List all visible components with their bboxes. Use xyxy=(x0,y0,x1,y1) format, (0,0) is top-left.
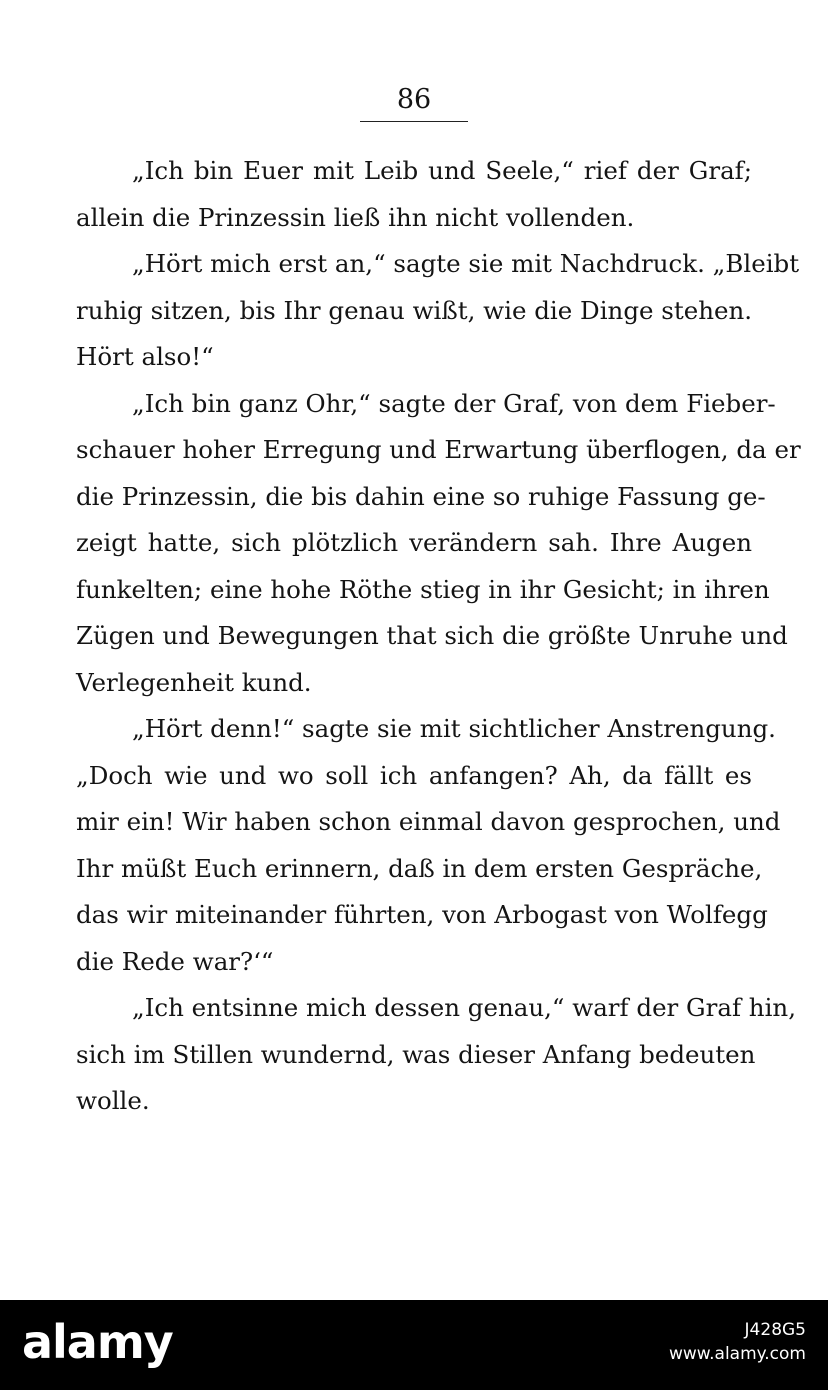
text-line: Zügen und Bewegungen that sich die größte Unruhe und xyxy=(76,621,788,650)
text-line: die Prinzessin, die bis dahin eine so ruhige Fassung ge- xyxy=(76,481,766,511)
text-line: „Hört denn!“ sagte sie mit sichtlicher Anstrengung. xyxy=(132,714,776,743)
text-line: „Hört mich erst an,“ sagte sie mit Nachdruck. „Bleibt xyxy=(132,249,800,278)
text-line: mir ein! Wir haben schon einmal davon gesprochen, und xyxy=(76,807,781,836)
text-line: „Ich bin ganz Ohr,“ sagte der Graf, von dem Fieber- xyxy=(132,388,776,418)
paragraph-3 xyxy=(76,381,801,707)
text-line: Ihr müßt Euch erinnern, daß in dem ersten Gespräche, xyxy=(76,853,763,883)
page-number-rule xyxy=(360,121,468,122)
body-text xyxy=(76,148,801,1125)
text-line: allein die Prinzessin ließ ihn nicht vollenden. xyxy=(76,202,635,232)
text-line: schauer hoher Erregung und Erwartung überflogen, da er xyxy=(76,435,801,464)
text-line: zeigt hatte, sich plötzlich verändern sah. Ihre Augen xyxy=(76,528,752,557)
text-line: „Ich entsinne mich dessen genau,“ warf der Graf hin, xyxy=(132,993,796,1022)
paragraph-4 xyxy=(76,706,781,985)
footer-url: www.alamy.com xyxy=(668,1344,806,1364)
paragraph-2 xyxy=(76,241,800,381)
text-line: funkelten; eine hohe Röthe stieg in ihr Gesicht; in ihren xyxy=(76,574,770,604)
text-line: das wir miteinander führten, von Arbogast von Wolfegg xyxy=(76,900,768,929)
page-number: 86 xyxy=(396,84,432,115)
alamy-logo: alamy xyxy=(22,1315,173,1369)
text-line: „Ich bin Euer mit Leib und Seele,“ rief der Graf; xyxy=(132,156,752,185)
text-line: ruhig sitzen, bis Ihr genau wißt, wie die Dinge stehen. xyxy=(76,295,753,325)
text-line: Hört also!“ xyxy=(76,342,214,371)
text-line: sich im Stillen wundernd, was dieser Anfang bedeuten xyxy=(76,1039,756,1069)
footer-info xyxy=(669,1318,806,1366)
image-code: J428G5 xyxy=(744,1320,806,1340)
text-line: „Doch wie und wo soll ich anfangen? Ah, da fällt es xyxy=(76,760,752,790)
text-line: Verlegenheit kund. xyxy=(76,667,312,697)
paragraph-1 xyxy=(76,148,752,241)
text-line: die Rede war?‘“ xyxy=(76,946,274,976)
stock-footer-bar xyxy=(0,1300,828,1390)
text-line: wolle. xyxy=(76,1086,150,1115)
paragraph-5 xyxy=(76,985,796,1125)
